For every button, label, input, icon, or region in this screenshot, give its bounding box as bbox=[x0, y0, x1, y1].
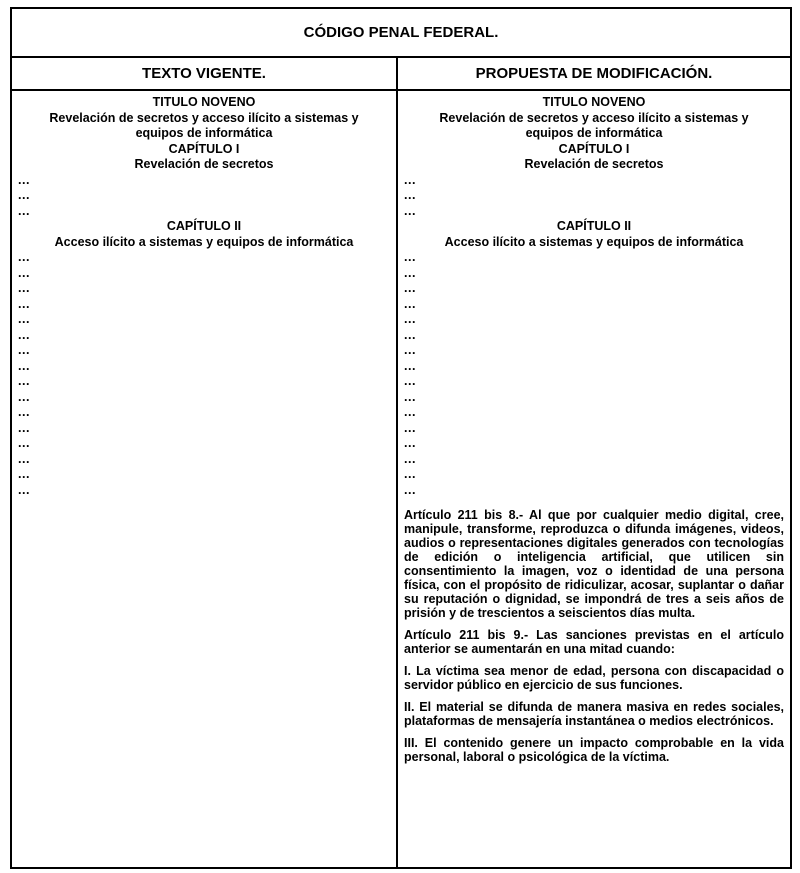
header-row bbox=[11, 57, 791, 90]
ellipsis: ... bbox=[404, 436, 416, 450]
ellipsis: ... bbox=[404, 374, 416, 388]
ellipsis: ... bbox=[18, 405, 30, 419]
ellipsis: ... bbox=[18, 343, 30, 357]
titulo-heading: TITULO NOVENO bbox=[542, 95, 646, 109]
chapter-2-name: Acceso ilícito a sistemas y equipos de informática bbox=[54, 234, 354, 249]
titulo-name-line1: Revelación de secretos y acceso ilícito a sistemas y bbox=[49, 110, 359, 125]
ellipsis: ... bbox=[404, 250, 416, 264]
current-text-column bbox=[11, 90, 397, 868]
ellipsis: ... bbox=[18, 467, 30, 481]
content-row bbox=[11, 90, 791, 868]
ellipsis: ... bbox=[18, 312, 30, 326]
chapter-1-heading: CAPÍTULO I bbox=[558, 141, 630, 156]
ellipsis: ... bbox=[18, 436, 30, 450]
ellipsis: ... bbox=[404, 172, 416, 187]
ellipsis: ... bbox=[18, 389, 30, 404]
titulo-name-line1: Revelación de secretos y acceso ilícito a sistemas y bbox=[439, 110, 749, 125]
ellipsis: ... bbox=[18, 482, 30, 497]
ellipsis: ... bbox=[404, 482, 416, 497]
ellipsis: ... bbox=[404, 188, 416, 202]
chapter-2-name: Acceso ilícito a sistemas y equipos de informática bbox=[444, 234, 744, 249]
chapter-2-heading: CAPÍTULO II bbox=[166, 219, 242, 233]
ellipsis: ... bbox=[404, 389, 416, 404]
ellipsis: ... bbox=[18, 327, 30, 342]
document-title: CÓDIGO PENAL FEDERAL. bbox=[11, 8, 791, 57]
ellipsis: ... bbox=[404, 327, 416, 342]
col-header-current-text: TEXTO VIGENTE. bbox=[11, 57, 397, 90]
ellipsis: ... bbox=[404, 343, 416, 357]
titulo-name-line2: equipos de informática bbox=[135, 126, 273, 140]
ellipsis: ... bbox=[18, 420, 30, 435]
ellipsis: ... bbox=[18, 281, 30, 295]
col-header-proposal: PROPUESTA DE MODIFICACIÓN. bbox=[397, 57, 791, 90]
chapter-1-name: Revelación de secretos bbox=[524, 157, 664, 171]
ellipsis: ... bbox=[404, 358, 416, 373]
ellipsis: ... bbox=[18, 172, 30, 187]
article-211-bis-9: Artículo 211 bis 9.- Las sanciones previstas en el artículo anterior se aumentarán en una mitad cuando: bbox=[404, 628, 784, 656]
ellipsis: ... bbox=[404, 405, 416, 419]
document bbox=[10, 7, 790, 869]
proposal-column bbox=[397, 90, 791, 868]
ellipsis: ... bbox=[18, 374, 30, 388]
ellipsis: ... bbox=[18, 250, 30, 264]
chapter-2-heading: CAPÍTULO II bbox=[556, 219, 632, 233]
ellipsis: ... bbox=[404, 451, 416, 466]
ellipsis: ... bbox=[18, 203, 30, 218]
ellipsis: ... bbox=[18, 358, 30, 373]
ellipsis: ... bbox=[404, 265, 416, 280]
article-211-bis-8: Artículo 211 bis 8.- Al que por cualquier medio digital, cree, manipule, transforme, reproduzca o difunda imágenes, videos, audios o representaciones digitales generados con tecnologías de edición o inteligencia artificial, que utilicen sin consentimiento la imagen, voz o identidad de una persona física, con el propósito de ridiculizar, acosar, suplantar o dañar su reputación o dignidad, se impondrá de tres a seis años de prisión y de trescientos a seiscientos días multa. bbox=[404, 508, 784, 620]
chapter-1-name: Revelación de secretos bbox=[134, 157, 274, 171]
ellipsis: ... bbox=[404, 420, 416, 435]
proposal-articles bbox=[404, 508, 784, 764]
ellipsis: ... bbox=[18, 451, 30, 466]
comparison-table bbox=[10, 7, 792, 869]
ellipsis: ... bbox=[18, 265, 30, 280]
ellipsis: ... bbox=[18, 188, 30, 202]
ellipsis: ... bbox=[404, 296, 416, 311]
ellipsis: ... bbox=[404, 281, 416, 295]
fraction-iii: III. El contenido genere un impacto comprobable en la vida personal, laboral o psicológica de la víctima. bbox=[404, 736, 784, 764]
ellipsis: ... bbox=[18, 296, 30, 311]
title-row bbox=[11, 8, 791, 57]
chapter-1-heading: CAPÍTULO I bbox=[168, 141, 240, 156]
titulo-name-line2: equipos de informática bbox=[525, 126, 663, 140]
fraction-ii: II. El material se difunda de manera masiva en redes sociales, plataformas de mensajería instantánea o medios electrónicos. bbox=[404, 700, 784, 728]
ellipsis: ... bbox=[404, 203, 416, 218]
ellipsis: ... bbox=[404, 312, 416, 326]
fraction-i: I. La víctima sea menor de edad, persona con discapacidad o servidor público en ejercicio de sus funciones. bbox=[404, 664, 784, 692]
ellipsis: ... bbox=[404, 467, 416, 481]
titulo-heading: TITULO NOVENO bbox=[152, 95, 256, 109]
